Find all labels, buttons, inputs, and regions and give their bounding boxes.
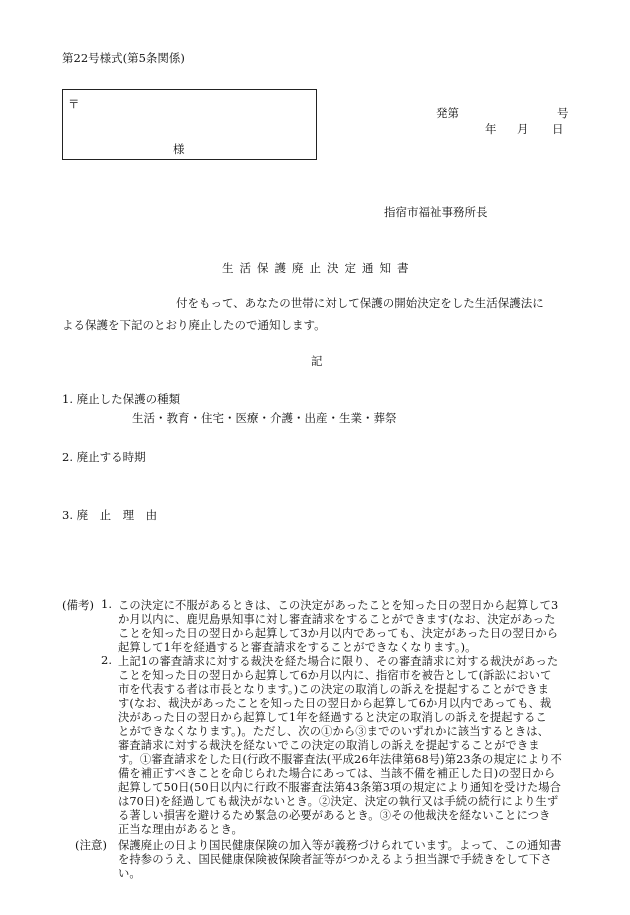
honorific: 様 xyxy=(173,142,185,156)
remark-2-line: 上記1の審査請求に対する裁決を経た場合に限り、その審査請求に対する裁決があった xyxy=(118,655,559,668)
address-box xyxy=(62,89,317,160)
remark-1-line: 起算して1年を経過すると審査請求をすることができなくなります。)。 xyxy=(118,641,477,654)
remark-2-line: 決があった日の翌日から起算して1年を経過すると決定の取消しの訴えを提起するこ xyxy=(118,711,547,724)
note-line: を持参のうえ、国民健康保険被保険者証等がつかえるよう担当課で手続きをして下さ xyxy=(118,853,552,866)
note-line: い。 xyxy=(118,867,141,880)
remark-1-num: 1. xyxy=(101,597,112,611)
remark-1-line: ことを知った日の翌日から起算して3か月以内であっても、決定があった日の翌日から xyxy=(118,627,559,640)
remark-2-line: す。①審査請求をした日(行政不服審査法(平成26年法律第68号)第23条の規定により不 xyxy=(118,753,562,766)
note-label: (注意) xyxy=(75,838,107,852)
remark-2-line: ことを知った日の翌日から起算して6か月以内に、指宿市を被告として(訴訟において xyxy=(118,669,552,682)
remark-2-line: る著しい損害を避けるため緊急の必要があるとき。③その他裁決を経ないことにつき xyxy=(118,809,551,822)
issue-number-prefix: 発第 xyxy=(436,106,459,120)
form-label: 第22号様式(第5条関係) xyxy=(62,51,185,65)
ki-mark: 記 xyxy=(311,354,323,368)
remark-2-num: 2. xyxy=(101,653,112,667)
item-3-label: 3. 廃 止 理 由 xyxy=(62,508,158,522)
issuer: 指宿市福祉事務所長 xyxy=(384,205,488,219)
remark-2-line: とができなくなります。)。ただし、次の①から③までのいずれかに該当するときは、 xyxy=(118,725,550,738)
remark-2-line: 備を補正すべきことを命じられた場合にあっては、当該不備を補正した日)の翌日から xyxy=(118,767,556,780)
note-line: 保護廃止の日より国民健康保険の加入等が義務づけられています。よって、この通知書 xyxy=(118,839,562,852)
remark-1-line: か月以内に、鹿児島県知事に対し審査請求をすることができます(なお、決定があった xyxy=(118,613,556,626)
remark-2-line: は70日)を経過しても裁決がないとき。②決定、決定の執行又は手続の続行により生ず xyxy=(118,795,559,808)
issue-number-suffix: 号 xyxy=(557,106,569,120)
item-2-label: 2. 廃止する時期 xyxy=(62,450,146,464)
remarks-label: (備考) xyxy=(62,598,94,612)
issue-month: 月 xyxy=(517,122,529,136)
remark-2-line: す(なお、裁決があったことを知った日の翌日から起算して6か月以内であっても、裁 xyxy=(118,697,552,710)
document-title: 生活保護廃止決定通知書 xyxy=(222,261,415,275)
intro-line-2: よる保護を下記のとおり廃止したので通知します。 xyxy=(62,318,326,332)
intro-line-1: 付をもって、あなたの世帯に対して保護の開始決定をした生活保護法に xyxy=(176,296,544,310)
remark-2-line: 起算して50日(50日以内に行政不服審査法第43条第3項の規定により通知を受けた場合 xyxy=(118,781,562,794)
issue-year: 年 xyxy=(485,122,497,136)
issue-day: 日 xyxy=(552,122,564,136)
postal-mark: 〒 xyxy=(68,97,80,111)
remark-2-line: 正当な理由があるとき。 xyxy=(118,823,243,836)
item-1-label: 1. 廃止した保護の種類 xyxy=(62,392,181,406)
remark-2-line: 市を代表する者は市長となります。)この決定の取消しの訴えを提起することができま xyxy=(118,683,550,696)
item-1-detail: 生活・教育・住宅・医療・介護・出産・生業・葬祭 xyxy=(132,411,397,425)
remark-2-line: 審査請求に対する裁決を経ないでこの決定の取消しの訴えを提起することができま xyxy=(118,739,540,752)
remark-1-line: この決定に不服があるときは、この決定があったことを知った日の翌日から起算して3 xyxy=(118,599,559,612)
